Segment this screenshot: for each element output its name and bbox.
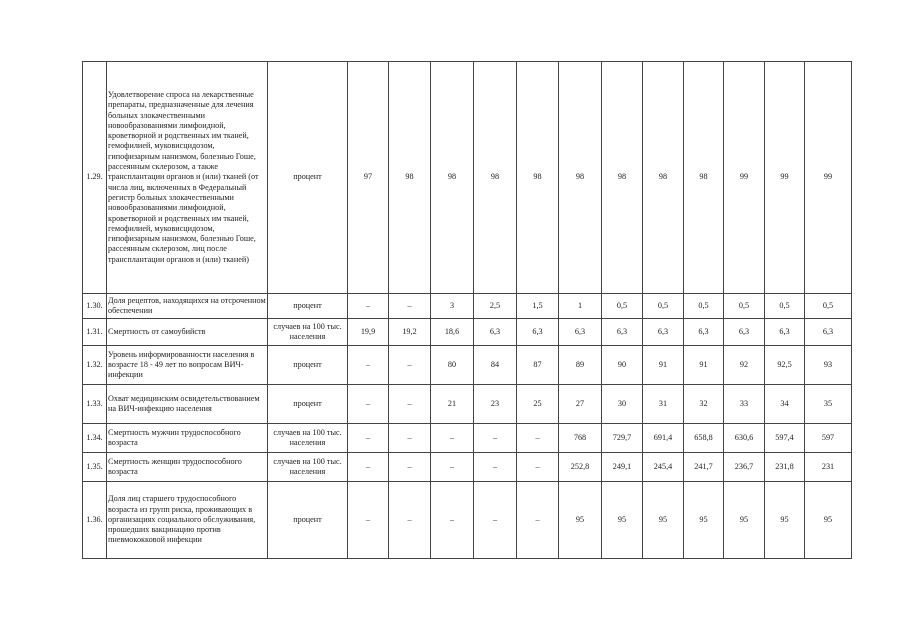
row-number: 1.30. — [83, 294, 107, 319]
table-row — [83, 482, 852, 559]
row-number: 1.33. — [83, 385, 107, 424]
year-value: 0,5 — [805, 294, 852, 319]
unit-of-measure: процент — [268, 385, 348, 424]
year-value: 236,7 — [724, 453, 765, 482]
table-row — [83, 424, 852, 453]
year-value: 95 — [805, 482, 852, 559]
year-value: – — [474, 424, 517, 453]
year-value: 0,5 — [724, 294, 765, 319]
year-value: – — [348, 453, 389, 482]
year-value: 19,9 — [348, 319, 389, 346]
year-value: 98 — [602, 62, 643, 294]
year-value: 92 — [724, 346, 765, 385]
year-value: 1,5 — [517, 294, 559, 319]
year-value: 34 — [765, 385, 805, 424]
year-value: 0,5 — [765, 294, 805, 319]
row-number: 1.29. — [83, 62, 107, 294]
unit-of-measure: процент — [268, 346, 348, 385]
year-value: 3 — [431, 294, 474, 319]
year-value: – — [348, 424, 389, 453]
year-value: – — [348, 346, 389, 385]
year-value: 35 — [805, 385, 852, 424]
year-value: – — [389, 294, 431, 319]
year-value: – — [431, 424, 474, 453]
row-number: 1.31. — [83, 319, 107, 346]
year-value: 95 — [684, 482, 724, 559]
year-value: 729,7 — [602, 424, 643, 453]
year-value: – — [474, 482, 517, 559]
year-value: 1 — [559, 294, 602, 319]
unit-of-measure: процент — [268, 482, 348, 559]
table-row — [83, 346, 852, 385]
year-value: 25 — [517, 385, 559, 424]
year-value: – — [348, 294, 389, 319]
indicator-name: Смертность женщин трудоспособного возраста — [107, 453, 268, 482]
indicator-name: Удовлетворение спроса на лекарственные препараты, предназначенные для лечения больных злокачественными новообразованиями лимфоидной, кроветворной и родственных им тканей, гемофилией, муковисцидозом, гипофизарным нанизмом, болезнью Гоше, рассеянным склерозом, а также трансплантации органов и (или) тканей (от числа лиц, включенных в Федеральный регистр больных злокачественными новообразованиями лимфоидной, кроветворной и родственных им тканей, гемофилией, муковисцидозом, гипофизарным нанизмом, болезнью Гоше, рассеянным склерозом, лиц после трансплантации органов и (или) тканей) — [107, 62, 268, 294]
year-value: 18,6 — [431, 319, 474, 346]
year-value: – — [348, 482, 389, 559]
year-value: 90 — [602, 346, 643, 385]
year-value: 80 — [431, 346, 474, 385]
year-value: 95 — [559, 482, 602, 559]
year-value: – — [389, 346, 431, 385]
table-row — [83, 453, 852, 482]
year-value: – — [389, 453, 431, 482]
table-row — [83, 319, 852, 346]
row-number: 1.32. — [83, 346, 107, 385]
year-value: 768 — [559, 424, 602, 453]
year-value: 91 — [643, 346, 684, 385]
year-value: 691,4 — [643, 424, 684, 453]
year-value: 87 — [517, 346, 559, 385]
year-value: – — [389, 482, 431, 559]
year-value: 99 — [805, 62, 852, 294]
year-value: 6,3 — [602, 319, 643, 346]
year-value: 99 — [765, 62, 805, 294]
row-number: 1.35. — [83, 453, 107, 482]
table-row — [83, 62, 852, 294]
year-value: 23 — [474, 385, 517, 424]
year-value: 92,5 — [765, 346, 805, 385]
year-value: – — [517, 424, 559, 453]
indicator-name: Уровень информированности населения в возрасте 18 - 49 лет по вопросам ВИЧ-инфекции — [107, 346, 268, 385]
year-value: – — [517, 482, 559, 559]
year-value: 0,5 — [602, 294, 643, 319]
unit-of-measure: случаев на 100 тыс. населения — [268, 453, 348, 482]
year-value: 21 — [431, 385, 474, 424]
year-value: 30 — [602, 385, 643, 424]
year-value: 95 — [602, 482, 643, 559]
year-value: 6,3 — [684, 319, 724, 346]
year-value: 252,8 — [559, 453, 602, 482]
year-value: – — [431, 453, 474, 482]
year-value: 6,3 — [765, 319, 805, 346]
year-value: 97 — [348, 62, 389, 294]
year-value: 6,3 — [517, 319, 559, 346]
year-value: 98 — [684, 62, 724, 294]
indicator-name: Смертность от самоубийств — [107, 319, 268, 346]
indicator-name: Смертность мужчин трудоспособного возраста — [107, 424, 268, 453]
year-value: 95 — [765, 482, 805, 559]
year-value: 95 — [724, 482, 765, 559]
year-value: 98 — [389, 62, 431, 294]
year-value: 597 — [805, 424, 852, 453]
indicator-name: Доля рецептов, находящихся на отсроченном обеспечении — [107, 294, 268, 319]
row-number: 1.34. — [83, 424, 107, 453]
year-value: 98 — [559, 62, 602, 294]
year-value: 32 — [684, 385, 724, 424]
year-value: 249,1 — [602, 453, 643, 482]
year-value: 630,6 — [724, 424, 765, 453]
year-value: 93 — [805, 346, 852, 385]
year-value: 27 — [559, 385, 602, 424]
year-value: 6,3 — [805, 319, 852, 346]
table-row — [83, 385, 852, 424]
year-value: – — [517, 453, 559, 482]
unit-of-measure: процент — [268, 62, 348, 294]
year-value: 89 — [559, 346, 602, 385]
indicator-name: Охват медицинским освидетельствованием на ВИЧ-инфекцию населения — [107, 385, 268, 424]
year-value: – — [389, 424, 431, 453]
year-value: 658,8 — [684, 424, 724, 453]
unit-of-measure: случаев на 100 тыс. населения — [268, 319, 348, 346]
row-number: 1.36. — [83, 482, 107, 559]
year-value: 99 — [724, 62, 765, 294]
year-value: 98 — [431, 62, 474, 294]
year-value: 84 — [474, 346, 517, 385]
year-value: 245,4 — [643, 453, 684, 482]
year-value: 33 — [724, 385, 765, 424]
year-value: 6,3 — [474, 319, 517, 346]
year-value: 0,5 — [684, 294, 724, 319]
year-value: 95 — [643, 482, 684, 559]
year-value: 0,5 — [643, 294, 684, 319]
year-value: 31 — [643, 385, 684, 424]
year-value: 6,3 — [643, 319, 684, 346]
year-value: 241,7 — [684, 453, 724, 482]
year-value: 597,4 — [765, 424, 805, 453]
year-value: 6,3 — [559, 319, 602, 346]
year-value: 231,8 — [765, 453, 805, 482]
year-value: 98 — [643, 62, 684, 294]
indicator-name: Доля лиц старшего трудоспособного возраста из групп риска, проживающих в организациях социального обслуживания, прошедших вакцинацию против пневмококковой инфекции — [107, 482, 268, 559]
unit-of-measure: процент — [268, 294, 348, 319]
year-value: – — [389, 385, 431, 424]
year-value: – — [431, 482, 474, 559]
indicators-table — [82, 61, 852, 559]
table-row — [83, 294, 852, 319]
year-value: – — [348, 385, 389, 424]
year-value: 91 — [684, 346, 724, 385]
year-value: 231 — [805, 453, 852, 482]
year-value: 98 — [517, 62, 559, 294]
year-value: 98 — [474, 62, 517, 294]
year-value: 2,5 — [474, 294, 517, 319]
year-value: – — [474, 453, 517, 482]
unit-of-measure: случаев на 100 тыс. населения — [268, 424, 348, 453]
year-value: 19,2 — [389, 319, 431, 346]
year-value: 6,3 — [724, 319, 765, 346]
